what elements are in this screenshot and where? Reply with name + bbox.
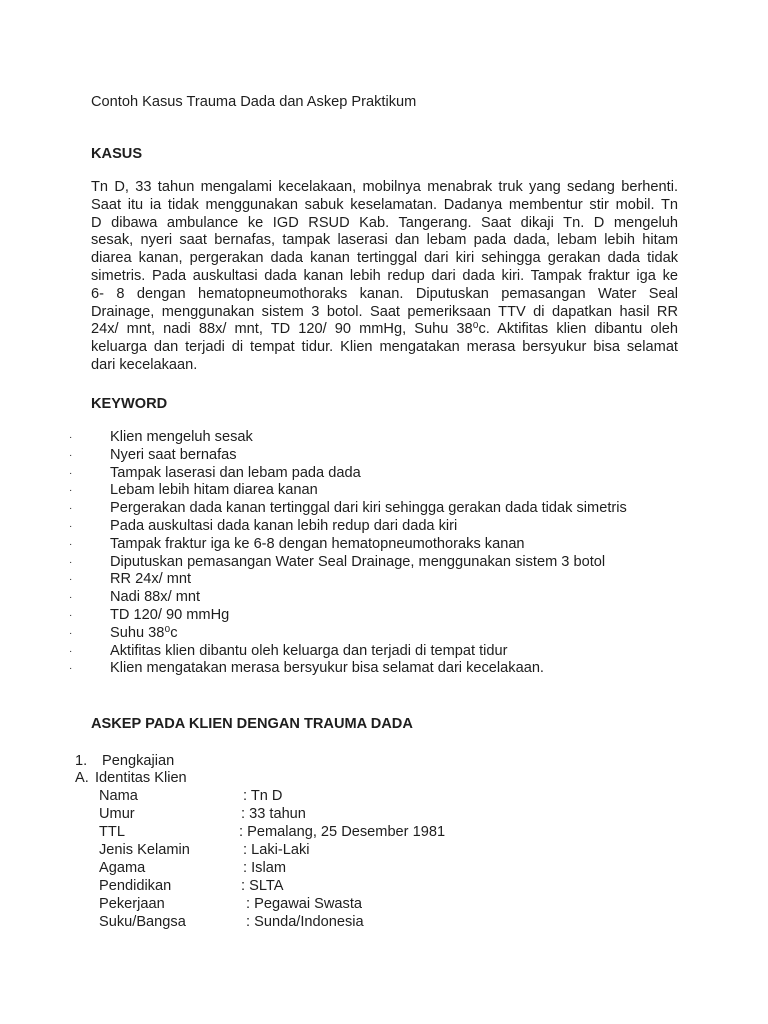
identity-value: : SLTA [241, 878, 284, 894]
identity-label: Jenis Kelamin [99, 842, 190, 858]
askep-heading: ASKEP PADA KLIEN DENGAN TRAUMA DADA [91, 716, 413, 732]
keyword-text: Nadi 88x/ mnt [110, 589, 201, 606]
bullet-icon: · [69, 663, 73, 675]
bullet-icon: · [69, 538, 73, 550]
identity-label: Pendidikan [99, 878, 172, 894]
case-line: 6- 8 dengan hematopneumothoraks kanan. Diputuskan pemasangan Water Seal [91, 285, 678, 302]
identity-label: Suku/Bangsa [99, 914, 186, 930]
identity-value: : Sunda/Indonesia [246, 914, 364, 930]
identity-row [0, 805, 768, 823]
case-paragraph [91, 179, 678, 375]
keyword-text: Suhu 38⁰c [110, 624, 178, 641]
keyword-text: Klien mengatakan merasa bersyukur bisa selamat dari kecelakaan. [110, 660, 544, 677]
identity-value: : Islam [243, 860, 286, 876]
case-line: Saat itu ia tidak menggunakan sabuk keselamatan. Dadanya membentur stir mobil. Tn [91, 196, 678, 213]
bullet-icon: · [69, 432, 73, 443]
bullet-icon: · [69, 467, 73, 479]
keyword-text: Klien mengeluh sesak [110, 429, 253, 445]
bullet-icon: · [69, 627, 73, 639]
document-title: Contoh Kasus Trauma Dada dan Askep Praktikum [91, 94, 417, 110]
case-line: Tn D, 33 tahun mengalami kecelakaan, mobilnya menabrak truk yang sedang berhenti. [91, 179, 678, 195]
case-line: simetris. Pada auskultasi dada kanan lebih redup dari dada kiri. Tampak fraktur iga ke [91, 267, 678, 284]
identity-label: TTL [99, 824, 125, 840]
identity-row [0, 859, 768, 877]
identity-value: : Laki-Laki [243, 842, 310, 858]
case-line: dari kecelakaan. [91, 356, 198, 373]
bullet-icon: · [69, 485, 73, 497]
identity-value: : 33 tahun [241, 806, 306, 822]
keyword-text: Aktifitas klien dibantu oleh keluarga dan terjadi di tempat tidur [110, 642, 508, 659]
subsection-title: Identitas Klien [95, 770, 187, 786]
identity-row [0, 913, 768, 931]
identity-value: : Pegawai Swasta [246, 896, 363, 912]
keyword-text: Tampak laserasi dan lebam pada dada [110, 464, 361, 481]
case-line: Drainage, menggunakan sistem 3 botol. Saat pemeriksaan TTV di dapatkan hasil RR [91, 303, 678, 320]
identity-value: : Tn D [243, 788, 283, 804]
section-number: 1. [75, 753, 88, 769]
identity-label: Umur [99, 806, 135, 822]
identity-row [0, 823, 768, 841]
subsection-letter: A. [75, 770, 89, 786]
section-title: Pengkajian [102, 753, 175, 769]
keyword-text: RR 24x/ mnt [110, 571, 192, 588]
keyword-text: Tampak fraktur iga ke 6-8 dengan hematopneumothoraks kanan [110, 535, 525, 552]
kasus-heading: KASUS [91, 146, 143, 162]
keyword-text: TD 120/ 90 mmHg [110, 606, 230, 623]
keyword-text: Diputuskan pemasangan Water Seal Drainage, menggunakan sistem 3 botol [110, 553, 606, 570]
bullet-icon: · [69, 574, 73, 586]
identity-label: Agama [99, 860, 146, 876]
case-line: sesak, nyeri saat bernafas, tampak laserasi dan lebam pada dada, lebam lebih hitam [91, 232, 678, 249]
identity-row [0, 895, 768, 913]
keyword-text: Pada auskultasi dada kanan lebih redup dari dada kiri [110, 517, 458, 534]
bullet-icon: · [69, 503, 73, 515]
keyword-heading: KEYWORD [91, 396, 168, 412]
identity-label: Nama [99, 788, 138, 804]
identity-table [0, 787, 768, 931]
keyword-text: Pergerakan dada kanan tertinggal dari kiri sehingga gerakan dada tidak simetris [110, 500, 627, 517]
identity-row [0, 877, 768, 895]
case-line: D dibawa ambulance ke IGD RSUD Kab. Tangerang. Saat dikaji Tn. D mengeluh [91, 214, 678, 231]
bullet-icon: · [69, 449, 73, 461]
case-line: keluarga dan terjadi di tempat tidur. Klien mengatakan merasa bersyukur bisa selamat [91, 339, 678, 356]
identity-row [0, 841, 768, 859]
bullet-icon: · [69, 520, 73, 532]
identity-value: : Pemalang, 25 Desember 1981 [239, 824, 446, 840]
bullet-icon: · [69, 592, 73, 604]
case-line: 24x/ mnt, nadi 88x/ mnt, TD 120/ 90 mmHg, Suhu 38⁰c. Aktifitas klien dibantu oleh [91, 321, 678, 338]
identity-row [0, 787, 768, 805]
bullet-icon: · [69, 645, 73, 657]
keyword-text: Nyeri saat bernafas [110, 446, 237, 463]
identity-label: Pekerjaan [99, 896, 165, 912]
case-line: diarea kanan, pergerakan dada kanan tertinggal dari kiri sehingga gerakan dada tidak [91, 250, 678, 267]
bullet-icon: · [69, 609, 73, 621]
keyword-text: Lebam lebih hitam diarea kanan [110, 482, 318, 499]
bullet-icon: · [69, 556, 73, 568]
